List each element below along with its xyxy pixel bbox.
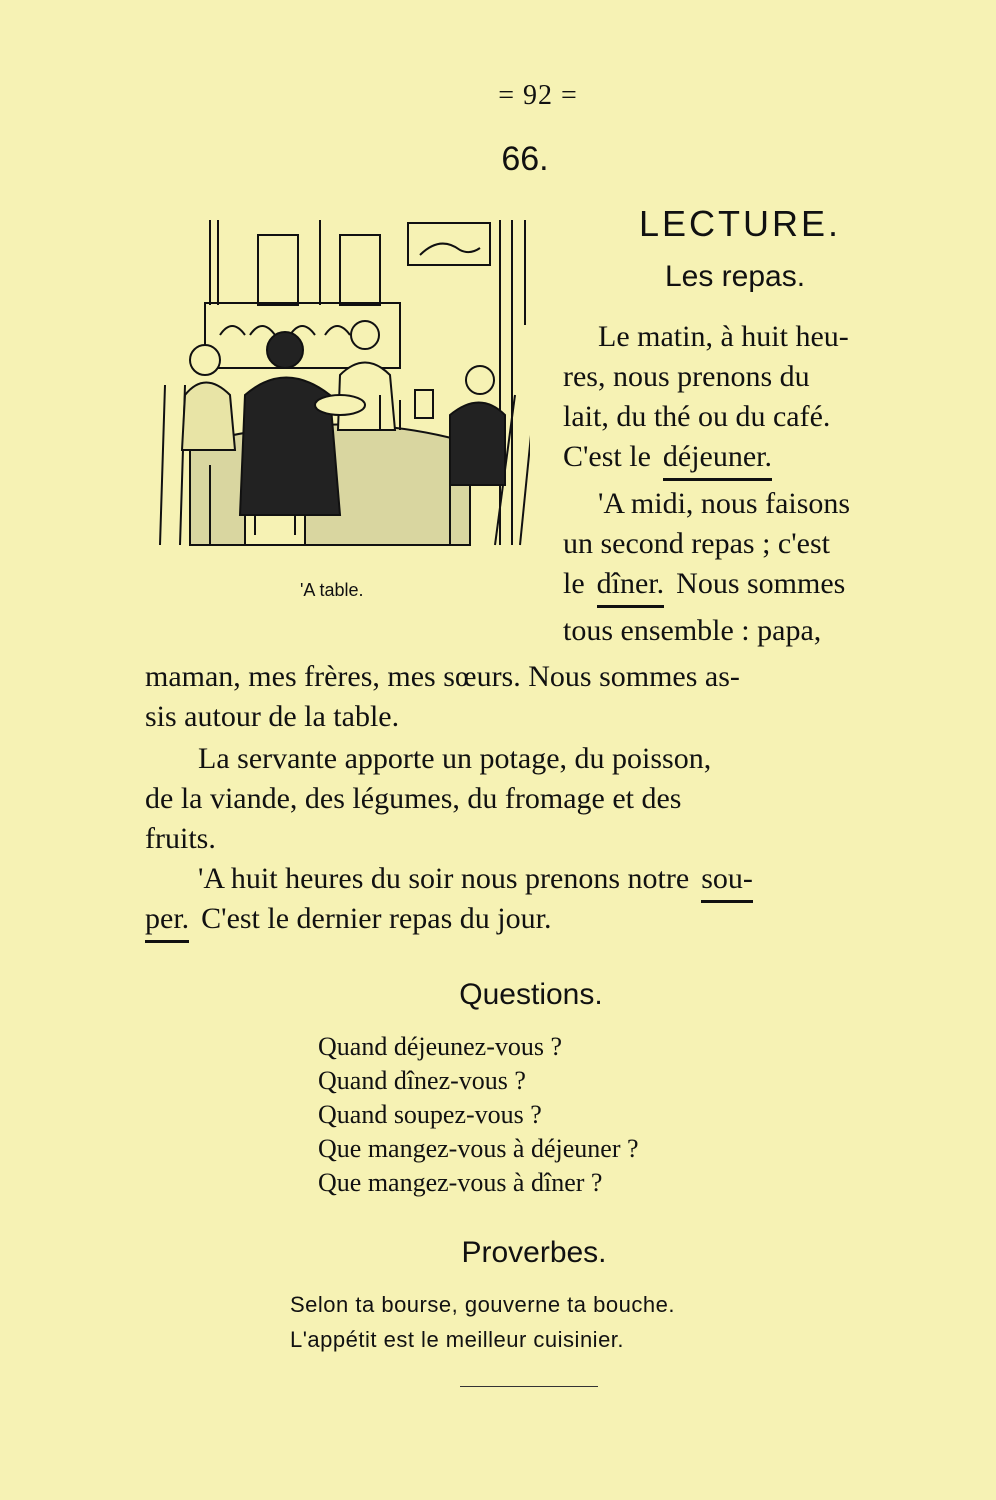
body-text: Le matin, à huit heu-	[598, 320, 849, 353]
body-text: tous ensemble : papa,	[563, 614, 822, 647]
body-text: 'A huit heures du soir nous prenons notre	[198, 862, 690, 895]
illustration-caption: 'A table.	[300, 580, 364, 600]
body-text: 'A midi, nous faisons	[598, 487, 851, 520]
section-title: LECTURE.	[638, 203, 842, 244]
body-text: La servante apporte un potage, du poisson,	[198, 742, 712, 775]
section-subtitle: Les repas.	[664, 260, 806, 293]
body-text: C'est le	[563, 440, 651, 473]
body-text: Nous sommes	[676, 567, 846, 600]
proverb-item: L'appétit est le meilleur cuisinier.	[290, 1327, 625, 1352]
body-line	[563, 527, 912, 561]
body-text: le	[563, 567, 585, 600]
body-line	[145, 660, 912, 694]
lesson-number: 66.	[501, 140, 549, 178]
body-line	[598, 487, 912, 521]
body-line	[145, 782, 912, 816]
body-text: sis autour de la table.	[145, 700, 400, 733]
body-line	[598, 320, 912, 354]
question-item: Quand déjeunez-vous ?	[318, 1032, 563, 1061]
body-text: lait, du thé ou du café.	[563, 400, 831, 433]
proverb-item: Selon ta bourse, gouverne ta bouche.	[290, 1292, 675, 1317]
body-line	[145, 902, 912, 943]
body-text: de la viande, des légumes, du fromage et des	[145, 782, 682, 815]
question-item: Quand soupez-vous ?	[318, 1100, 542, 1129]
body-line	[145, 822, 912, 856]
vocabulary-word: per.	[145, 902, 189, 943]
body-text: maman, mes frères, mes sœurs. Nous sommes as-	[145, 660, 740, 693]
question-item: Que mangez-vous à déjeuner ?	[318, 1134, 639, 1163]
questions-heading: Questions.	[459, 978, 603, 1011]
vocabulary-word: dîner.	[597, 567, 665, 608]
question-item: Que mangez-vous à dîner ?	[318, 1168, 603, 1197]
body-text: un second repas ; c'est	[563, 527, 830, 560]
body-line	[198, 742, 912, 776]
body-line	[563, 440, 912, 481]
body-line	[563, 567, 912, 608]
body-text: C'est le dernier repas du jour.	[201, 902, 552, 935]
vocabulary-word: déjeuner.	[663, 440, 772, 481]
body-line	[145, 700, 912, 734]
body-line	[563, 614, 912, 648]
vocabulary-word: sou-	[701, 862, 753, 903]
body-text: fruits.	[145, 822, 216, 855]
end-divider	[460, 1386, 598, 1387]
body-line	[198, 862, 912, 903]
body-line	[563, 360, 912, 394]
dining-table-illustration	[150, 215, 530, 560]
page-number: = 92 =	[498, 80, 578, 111]
question-item: Quand dînez-vous ?	[318, 1066, 526, 1095]
body-text: res, nous prenons du	[563, 360, 810, 393]
body-line	[563, 400, 912, 434]
proverbs-heading: Proverbes.	[461, 1236, 607, 1269]
